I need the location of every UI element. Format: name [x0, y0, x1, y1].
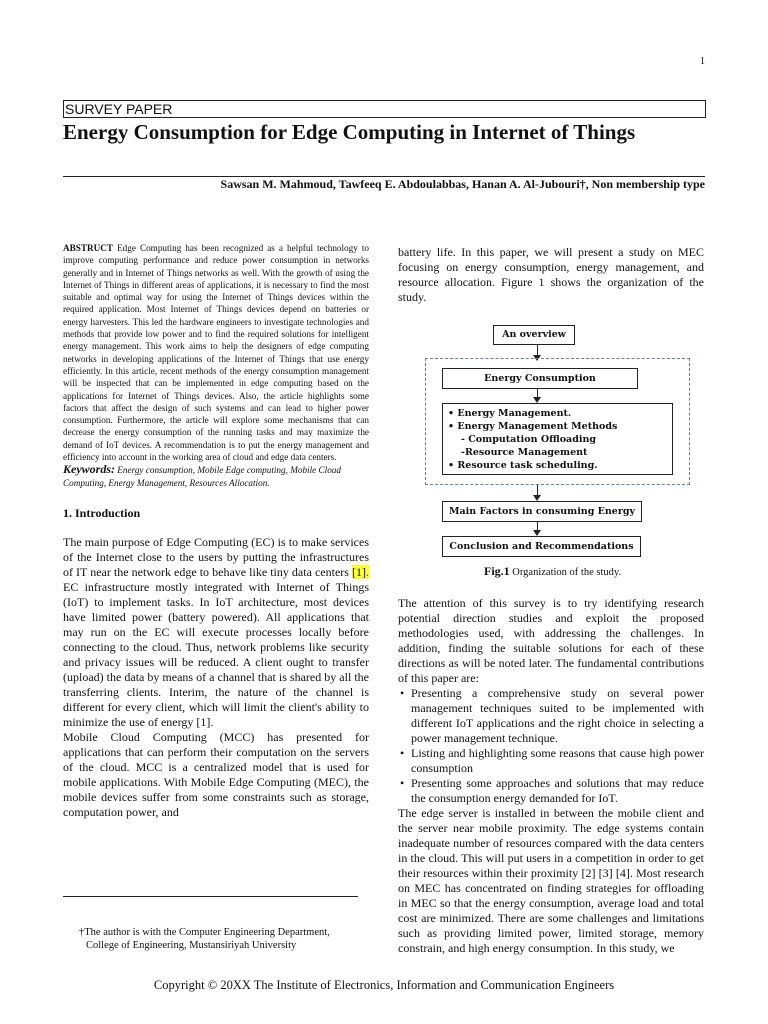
abstract-text: Edge Computing has been recognized as a helpful technology to improve computing performance and reduce power consumption in networks generally and in Internet of Things networks as well. With the growth of using the Internet of Things in different areas of applications, it is necessary to find the most suitable and optimal way for using the Internet of Things devices within the required application. Most Internet of Things devices depend on batteries or energy harvesters. This led the hardware engineers to investigate technologies and methods that provide low power and to find the required solutions for intelligent energy management. This work aims to help the designers of edge computing networks in developing applications of the Internet of Things that use energy efficiently. In this article, recent methods of the energy consumption management will be inspected that can be implemented in edge computing based on the applications for Internet of Things devices. Also, the article highlights some factors that affect the design of such systems and can lead to higher power consumption. Furthermore, the article will explore some mechanisms that can decrease the energy consumption of the running tasks and may maximize the demand of IoT devices. A recommendation is to put the energy management and efficiency into account in the working area of cloud and edge data centers.	[63, 243, 369, 463]
right-column-bottom	[398, 596, 704, 956]
list-item: • Presenting some approaches and solutions that may reduce the consumption energy demanded for IoT.	[411, 776, 704, 806]
figure-em-line: - Computation Offloading	[461, 434, 597, 445]
right-column-top	[398, 245, 704, 305]
keywords-label: Keywords:	[63, 462, 115, 477]
footnote	[79, 926, 330, 952]
figure-caption-label: Fig.1	[484, 564, 510, 578]
figure-box-main-factors: Main Factors in consuming Energy	[442, 501, 642, 522]
keywords	[63, 463, 369, 489]
author-list: Sawsan M. Mahmoud, Tawfeeq E. Abdoulabbas, Hanan A. Al-Jubouri†, Non membership type	[220, 177, 705, 191]
intro-paragraph-4: The attention of this survey is to try identifying research potential direction studies and exploit the proposed methodologies used, with addressing the challenges. In addition, finding the suitable solutions for each of these directions as will be noted later. The fundamental contributions of this paper are:	[398, 596, 704, 685]
left-column	[63, 242, 369, 820]
list-item: • Listing and highlighting some reasons that cause high power consumption	[411, 746, 704, 776]
intro-paragraph-5: The edge server is installed in between the mobile client and the server near mobile proximity. The edge systems contain inadequate number of resources compared with the data centers in the cloud. This will put users in a competition in order to get their resources within their proximity [2] [3] [4]. Most research on MEC has concentrated on finding strategies for offloading in MEC so that the energy consumption, average load and total cost are minimized. There are some challenges and limitations such as providing limited power, limited storage, memory constrain, and high energy consumption. In this study, we	[398, 806, 704, 955]
paper-title: Energy Consumption for Edge Computing in Internet of Things	[63, 120, 636, 144]
contribution-list	[398, 686, 704, 806]
figure-organization	[398, 318, 704, 588]
intro-paragraph-3: battery life. In this paper, we will present a study on MEC focusing on energy consumption, energy management, and resource allocation. Figure 1 shows the organization of the study.	[398, 245, 704, 304]
figure-caption-text: Organization of the study.	[509, 567, 622, 578]
figure-em-line: • Energy Management.	[448, 408, 572, 419]
intro-p1-text-cont: EC infrastructure mostly integrated with Internet of Things (IoT) to implement tasks. In IoT architecture, most devices have limited power (battery powered). All applications that may run on the EC will execute processes locally before connecting to the cloud. Thus, network problems like security and privacy issues will be reduced. A client ought to transfer (upload) the data by means of a channel that is shared by all the transferring clients. Interim, the nature of the channel is different for every client, which will limit the client's ability to minimize the use of energy [1].	[63, 579, 369, 729]
section-heading-introduction: 1. Introduction	[63, 505, 141, 520]
figure-box-energy-consumption: Energy Consumption	[442, 368, 638, 389]
figure-box-overview: An overview	[493, 325, 575, 345]
paper-category: SURVEY PAPER	[63, 100, 706, 118]
abstract	[63, 242, 369, 463]
figure-em-line: -Resource Management	[461, 447, 588, 458]
abstract-label: ABSTRUCT	[63, 243, 114, 253]
figure-box-conclusion: Conclusion and Recommendations	[442, 536, 641, 557]
figure-em-line: • Energy Management Methods	[448, 421, 618, 432]
intro-paragraph-1	[63, 535, 369, 730]
figure-caption	[484, 564, 621, 579]
page-number: 1	[700, 56, 705, 67]
keywords-text: Energy consumption, Mobile Edge computing, Mobile Cloud Computing, Energy Management, Resources Allocation.	[63, 465, 341, 488]
footnote-line-2: College of Engineering, Mustansiriyah University	[86, 940, 297, 951]
intro-paragraph-2: Mobile Cloud Computing (MCC) has presented for applications that can perform their computation on the servers of the cloud. MCC is a centralized model that is used for mobile applications. With Mobile Edge Computing (MEC), the mobile devices suffer from some constraints such as storage, computation power, and	[63, 729, 369, 819]
intro-p1-text: The main purpose of Edge Computing (EC) is to make services of the Internet close to the users by putting the infrastructures of IT near the network edge to behave like tiny data centers	[63, 534, 369, 579]
copyright-notice: Copyright © 20XX The Institute of Electronics, Information and Communication Engineers	[153, 978, 615, 992]
figure-box-energy-management	[442, 403, 673, 475]
footnote-line-1: †The author is with the Computer Engineering Department,	[79, 927, 330, 938]
figure-em-line: • Resource task scheduling.	[448, 460, 598, 471]
footnote-rule	[63, 896, 358, 897]
citation-highlight[interactable]: [1].	[352, 564, 369, 579]
list-item: • Presenting a comprehensive study on several power management techniques suited to be implemented with different IoT applications and the right choice in selecting a power management technique.	[411, 686, 704, 746]
